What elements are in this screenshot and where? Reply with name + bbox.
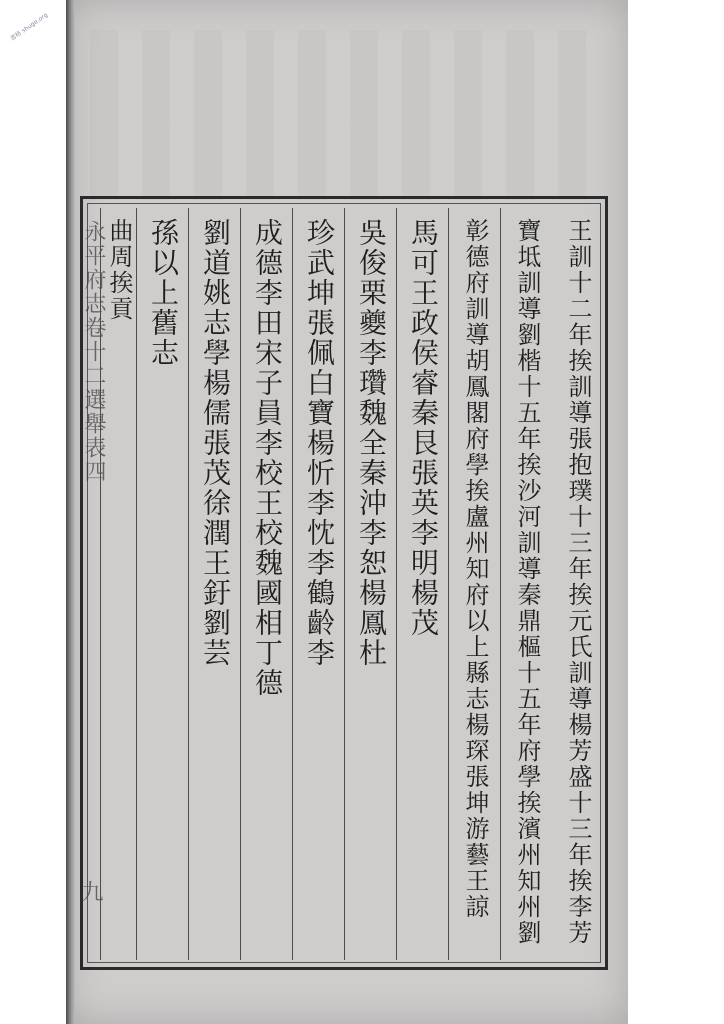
column-text: 吳俊栗夔李瓚魏全秦沖李恕楊鳳杜	[355, 218, 388, 668]
text-column-10	[100, 208, 136, 960]
text-column-6	[292, 208, 344, 960]
column-text: 成德李田宋子員李校王校魏國相丁德	[251, 218, 284, 698]
column-text: 曲周挨貢	[105, 218, 133, 322]
column-text: 珍武坤張佩白寶楊忻李忱李鶴齡李	[303, 218, 336, 668]
column-text: 王訓十二年挨訓導張抱璞十三年挨元氏訓導楊芳盛十三年挨李芳	[564, 218, 592, 946]
text-column-5	[344, 208, 396, 960]
column-text: 彰德府訓導胡鳳閣府學挨盧州知府以上縣志楊琛張坤游藝王諒	[461, 218, 489, 920]
text-column-7	[240, 208, 292, 960]
book-spine	[66, 0, 75, 1024]
library-watermark: 書格 shuge.org	[9, 11, 50, 43]
column-text: 孫以上舊志	[147, 218, 180, 368]
bleed-through-text	[90, 30, 610, 200]
column-text: 馬可王政侯睿秦艮張英李明楊茂	[407, 218, 440, 638]
text-column-2	[500, 208, 552, 960]
column-text: 寶坻訓導劉楷十五年挨沙河訓導秦鼎樞十五年府學挨濱州知州劉	[513, 218, 541, 946]
text-column-4	[396, 208, 448, 960]
text-column-8	[188, 208, 240, 960]
text-column-1	[552, 208, 604, 960]
text-column-9	[136, 208, 188, 960]
column-text: 劉道姚志學楊儒張茂徐潤王釪劉芸	[199, 218, 232, 668]
margin-title: 永平府志卷十二選舉表四	[81, 220, 106, 484]
text-column-3	[448, 208, 500, 960]
page-number: 九	[78, 880, 103, 902]
